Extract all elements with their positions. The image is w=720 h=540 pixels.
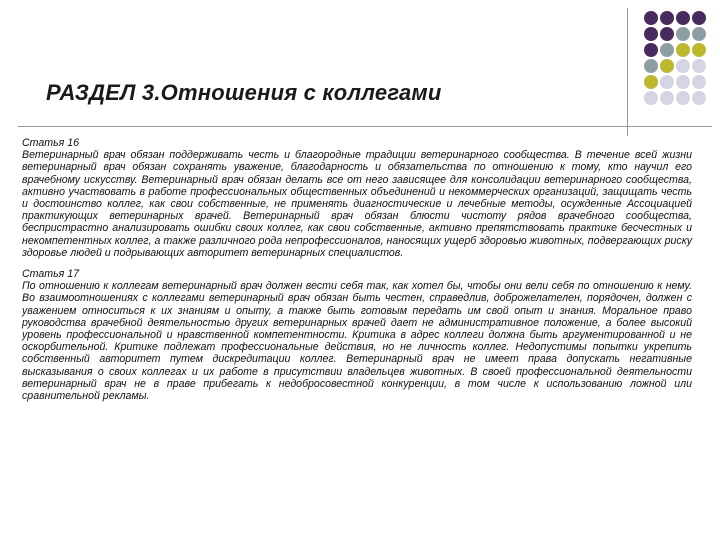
decorative-dot [692,59,706,73]
decorative-dot [660,43,674,57]
article-16 [22,137,692,259]
document-body [22,137,692,411]
decorative-dot-grid [644,11,706,105]
article-text: По отношению к коллегам ветеринарный врач должен вести себя так, как хотел бы, чтобы они вели себя по отношению к нему. Во взаимоотношениях с коллегами ветеринарный врач обязан быть честен, справедлив, доброжелателен, порядочен, должен с уважением относиться к их знаниям и опыту, а также быть готовым передать им свой опыт и знания. Моральное право руководства врачебной деятельностью других ветеринарных врачей дает не административное положение, а более высокий уровень профессиональной и нравственной компетентности. Критика в адрес коллеги должна быть аргументированной и не оскорбительной. Критике подлежат профессиональные действия, но не личность коллег. Недопустимы попытки укрепить собственный авторитет путем дискредитации коллег. Ветеринарный врач не имеет права допускать негативные высказывания о своих коллегах и их работе в присутствии владельцев животных. В своей профессиональной деятельности ветеринарный врач не в праве прибегать к недобросовестной конкуренции, в том числе к использованию ложной или сравнительной рекламы. [22,280,692,403]
decorative-dot [660,11,674,25]
decorative-dot [692,91,706,105]
decorative-dot [692,27,706,41]
decorative-dot [644,91,658,105]
decorative-dot [644,59,658,73]
page-title: РАЗДЕЛ 3.Отношения с коллегами [46,80,442,105]
decorative-dot [644,75,658,89]
decorative-dot [676,59,690,73]
article-heading: Статья 17 [22,268,80,281]
article-text: Ветеринарный врач обязан поддерживать честь и благородные традиции ветеринарного сообщества. В течение всей жизни ветеринарный врач обязан сохранять уважение, благодарность и обязательства по отношению к тому, кто научил его врачебному искусству. Ветеринарный врач обязан делать все от него зависящее для консолидации ветеринарного сообщества, активно участвовать в работе профессиональных общественных объединений и некоммерческих организаций, защищать честь и достоинство коллег, как свои собственные, не применять диагностические и лечебные методы, осужденные Ассоциацией практикующих ветеринарных врачей. Ветеринарный врач обязан блюсти чистоту рядов врачебного сообщества, беспристрастно анализировать ошибки своих коллег, как свои собственные, активно препятствовать практике бесчестных и некомпетентных коллег, а также различного рода непрофессионалов, наносящих ущерб здоровью животных, подвергающих риску здоровье людей и подрывающих авторитет ветеринарных специалистов. [22,149,692,259]
decorative-dot [692,43,706,57]
article-heading: Статья 16 [22,137,80,149]
decorative-dot [676,11,690,25]
decorative-dot [660,75,674,89]
decorative-dot [644,43,658,57]
decorative-dot [692,11,706,25]
decorative-dot [660,59,674,73]
decorative-dot [692,75,706,89]
article-17 [22,268,692,402]
decorative-dot [660,91,674,105]
decorative-dot [660,27,674,41]
decorative-dot [644,11,658,25]
vertical-divider [627,8,628,136]
decorative-dot [676,27,690,41]
decorative-dot [644,27,658,41]
decorative-dot [676,75,690,89]
decorative-dot [676,91,690,105]
decorative-dot [676,43,690,57]
horizontal-divider [18,126,712,127]
